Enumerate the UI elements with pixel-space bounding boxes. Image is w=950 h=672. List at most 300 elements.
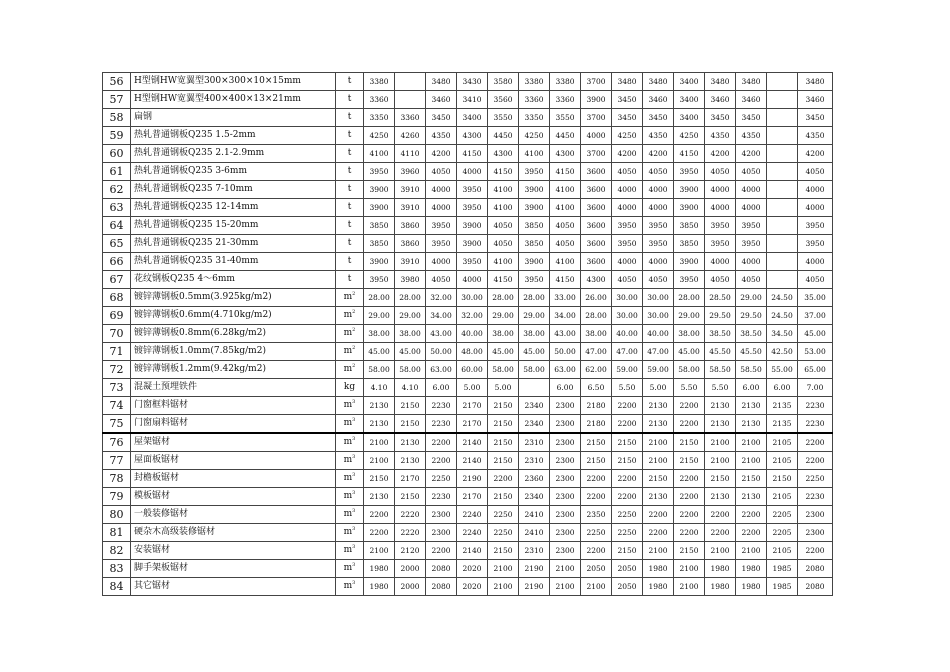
- price-cell: 2150: [612, 452, 643, 470]
- price-cell: 2100: [581, 578, 612, 596]
- unit-cell: [336, 433, 364, 452]
- price-cell: 2200: [643, 506, 674, 524]
- price-cell: 34.00: [426, 307, 457, 325]
- price-cell: 4000: [426, 199, 457, 217]
- price-cell: 7.00: [798, 379, 833, 397]
- price-cell: 5.50: [674, 379, 705, 397]
- price-cell: 2100: [705, 433, 736, 452]
- price-cell: 2130: [736, 488, 767, 506]
- table-row: [103, 343, 833, 361]
- table-row: [103, 217, 833, 235]
- unit-cell: [336, 578, 364, 596]
- table-row: [103, 235, 833, 253]
- price-cell: 6.50: [581, 379, 612, 397]
- unit-exponent: 3: [352, 562, 356, 568]
- price-cell: 4050: [550, 217, 581, 235]
- price-cell: 2230: [798, 488, 833, 506]
- price-cell: 2300: [426, 506, 457, 524]
- price-cell: 2150: [705, 470, 736, 488]
- price-cell: 3950: [643, 217, 674, 235]
- price-cell: [395, 91, 426, 109]
- price-cell: 1980: [364, 560, 395, 578]
- price-cell: 3850: [364, 235, 395, 253]
- price-cell: 2150: [488, 433, 519, 452]
- price-cell: 4150: [674, 145, 705, 163]
- price-cell: 2300: [550, 415, 581, 434]
- material-name: 门窗扇料锯材: [131, 415, 336, 434]
- price-cell: 4000: [798, 199, 833, 217]
- price-cell: 6.00: [767, 379, 798, 397]
- price-cell: 2340: [519, 397, 550, 415]
- row-number: 64: [103, 217, 131, 235]
- price-cell: 4300: [457, 127, 488, 145]
- price-cell: 4300: [488, 145, 519, 163]
- row-number: 68: [103, 289, 131, 307]
- price-cell: 29.00: [488, 307, 519, 325]
- price-cell: 3900: [364, 199, 395, 217]
- price-cell: 3380: [550, 73, 581, 91]
- table-row: [103, 452, 833, 470]
- unit-cell: [336, 542, 364, 560]
- price-cell: 3380: [519, 73, 550, 91]
- material-name: 热轧普通钢板Q235 1.5-2mm: [131, 127, 336, 145]
- price-cell: 3900: [519, 181, 550, 199]
- price-cell: 2150: [581, 452, 612, 470]
- unit-cell: [336, 452, 364, 470]
- unit-cell: t: [336, 109, 364, 127]
- price-cell: 2080: [426, 578, 457, 596]
- price-cell: 2200: [581, 470, 612, 488]
- price-cell: 4050: [705, 163, 736, 181]
- price-cell: 2080: [798, 578, 833, 596]
- unit-exponent: 3: [352, 399, 356, 405]
- price-cell: 2100: [488, 578, 519, 596]
- material-name: 屋架锯材: [131, 433, 336, 452]
- price-cell: 3460: [705, 91, 736, 109]
- price-cell: 3550: [488, 109, 519, 127]
- material-name: 门窗框料锯材: [131, 397, 336, 415]
- price-cell: 2150: [395, 415, 426, 434]
- unit-cell: [336, 307, 364, 325]
- price-cell: 3950: [798, 235, 833, 253]
- row-number: 78: [103, 470, 131, 488]
- price-cell: 4100: [488, 199, 519, 217]
- price-cell: 2250: [612, 524, 643, 542]
- unit-base: m: [343, 310, 353, 320]
- price-cell: 1980: [705, 578, 736, 596]
- unit-cell: t: [336, 181, 364, 199]
- price-cell: 2300: [426, 524, 457, 542]
- price-cell: 29.00: [519, 307, 550, 325]
- unit-cell: t: [336, 235, 364, 253]
- table-row: [103, 470, 833, 488]
- unit-cell: [336, 470, 364, 488]
- price-cell: 3450: [736, 109, 767, 127]
- price-cell: 4050: [736, 163, 767, 181]
- unit-exponent: 2: [352, 291, 356, 297]
- price-cell: 59.00: [612, 361, 643, 379]
- price-cell: 4000: [643, 253, 674, 271]
- price-cell: 2170: [457, 397, 488, 415]
- price-cell: 3450: [612, 109, 643, 127]
- price-cell: 3900: [674, 181, 705, 199]
- price-cell: 58.00: [674, 361, 705, 379]
- price-cell: 2100: [736, 542, 767, 560]
- unit-cell: [336, 524, 364, 542]
- price-cell: 2100: [550, 560, 581, 578]
- row-number: 60: [103, 145, 131, 163]
- price-cell: 58.00: [488, 361, 519, 379]
- price-cell: 4200: [736, 145, 767, 163]
- price-cell: 2140: [457, 542, 488, 560]
- price-cell: 2140: [457, 433, 488, 452]
- price-cell: 1980: [643, 560, 674, 578]
- row-number: 56: [103, 73, 131, 91]
- table-row: [103, 163, 833, 181]
- price-cell: 3410: [457, 91, 488, 109]
- price-cell: 34.50: [767, 325, 798, 343]
- price-cell: 3950: [643, 235, 674, 253]
- price-cell: 2130: [643, 488, 674, 506]
- price-cell: 2200: [426, 542, 457, 560]
- price-cell: 30.00: [643, 307, 674, 325]
- price-cell: 29.00: [364, 307, 395, 325]
- price-cell: 4100: [550, 181, 581, 199]
- price-cell: 43.00: [550, 325, 581, 343]
- material-name: H型钢HW宽翼型300×300×10×15mm: [131, 73, 336, 91]
- price-cell: 4.10: [364, 379, 395, 397]
- material-name: 热轧普通钢板Q235 7-10mm: [131, 181, 336, 199]
- price-cell: 2200: [364, 524, 395, 542]
- price-cell: 3910: [395, 253, 426, 271]
- table-row: [103, 578, 833, 596]
- price-cell: 3600: [581, 163, 612, 181]
- price-cell: 30.00: [612, 307, 643, 325]
- row-number: 58: [103, 109, 131, 127]
- price-cell: 4000: [457, 271, 488, 289]
- unit-exponent: 3: [352, 490, 356, 496]
- price-cell: 4100: [519, 145, 550, 163]
- unit-cell: [336, 397, 364, 415]
- price-cell: [519, 379, 550, 397]
- price-cell: 2020: [457, 560, 488, 578]
- price-cell: 3480: [736, 73, 767, 91]
- price-cell: 2100: [550, 578, 581, 596]
- price-cell: 4000: [643, 199, 674, 217]
- table-row: [103, 73, 833, 91]
- price-cell: 4250: [519, 127, 550, 145]
- price-cell: 4450: [550, 127, 581, 145]
- price-cell: 24.50: [767, 307, 798, 325]
- price-cell: 2150: [488, 542, 519, 560]
- price-cell: 3850: [519, 235, 550, 253]
- price-cell: 4300: [581, 271, 612, 289]
- price-cell: 4200: [612, 145, 643, 163]
- price-cell: 3460: [426, 91, 457, 109]
- price-cell: 32.00: [426, 289, 457, 307]
- table-row: [103, 145, 833, 163]
- price-cell: 2300: [550, 506, 581, 524]
- price-cell: 2200: [612, 488, 643, 506]
- price-cell: 29.00: [674, 307, 705, 325]
- price-cell: 53.00: [798, 343, 833, 361]
- material-name: 安装锯材: [131, 542, 336, 560]
- price-cell: 2150: [488, 488, 519, 506]
- price-cell: 35.00: [798, 289, 833, 307]
- price-cell: 3900: [364, 253, 395, 271]
- price-cell: 45.00: [674, 343, 705, 361]
- price-cell: 40.00: [643, 325, 674, 343]
- price-cell: 59.00: [643, 361, 674, 379]
- price-cell: 2310: [519, 452, 550, 470]
- unit-base: m: [343, 581, 353, 591]
- price-cell: 3400: [457, 109, 488, 127]
- price-cell: 4.10: [395, 379, 426, 397]
- price-cell: 4000: [457, 163, 488, 181]
- price-cell: 4100: [364, 145, 395, 163]
- price-cell: 4000: [612, 181, 643, 199]
- price-cell: 2240: [457, 506, 488, 524]
- price-cell: 2130: [705, 488, 736, 506]
- price-cell: 3900: [519, 253, 550, 271]
- price-cell: 4000: [798, 253, 833, 271]
- price-cell: 2130: [705, 397, 736, 415]
- price-cell: 4050: [612, 271, 643, 289]
- unit-exponent: 3: [352, 417, 356, 423]
- price-cell: 4050: [643, 271, 674, 289]
- price-cell: 3950: [612, 217, 643, 235]
- unit-cell: t: [336, 253, 364, 271]
- price-cell: 29.50: [736, 307, 767, 325]
- price-cell: 30.00: [612, 289, 643, 307]
- price-cell: 2300: [798, 524, 833, 542]
- unit-exponent: 2: [352, 363, 356, 369]
- table-row: [103, 325, 833, 343]
- price-cell: 2135: [767, 415, 798, 434]
- price-cell: 4050: [426, 271, 457, 289]
- price-cell: 2150: [767, 470, 798, 488]
- price-cell: 48.00: [457, 343, 488, 361]
- price-cell: 2250: [488, 506, 519, 524]
- price-cell: 2200: [612, 470, 643, 488]
- price-cell: 4150: [550, 163, 581, 181]
- price-cell: 2000: [395, 560, 426, 578]
- price-cell: 2250: [798, 470, 833, 488]
- price-cell: 6.00: [550, 379, 581, 397]
- price-cell: 4100: [550, 253, 581, 271]
- price-cell: 2080: [798, 560, 833, 578]
- price-cell: 2200: [705, 524, 736, 542]
- unit-base: m: [343, 400, 353, 410]
- price-cell: [767, 163, 798, 181]
- price-cell: 4050: [736, 271, 767, 289]
- price-cell: 2050: [581, 560, 612, 578]
- price-cell: 2105: [767, 488, 798, 506]
- price-cell: 2310: [519, 542, 550, 560]
- price-cell: 4250: [364, 127, 395, 145]
- price-cell: 3450: [643, 109, 674, 127]
- price-cell: 3900: [674, 253, 705, 271]
- unit-cell: [336, 488, 364, 506]
- row-number: 74: [103, 397, 131, 415]
- price-cell: 2310: [519, 433, 550, 452]
- price-cell: 3350: [519, 109, 550, 127]
- unit-cell: [336, 289, 364, 307]
- price-cell: 2200: [736, 506, 767, 524]
- price-cell: 2350: [581, 506, 612, 524]
- unit-cell: t: [336, 127, 364, 145]
- price-cell: [767, 271, 798, 289]
- row-number: 57: [103, 91, 131, 109]
- unit-exponent: 3: [352, 436, 356, 442]
- row-number: 84: [103, 578, 131, 596]
- table-row: [103, 307, 833, 325]
- price-cell: 2230: [426, 488, 457, 506]
- price-cell: 2100: [364, 452, 395, 470]
- price-cell: 2130: [705, 415, 736, 434]
- price-cell: 34.00: [550, 307, 581, 325]
- price-cell: 3480: [643, 73, 674, 91]
- row-number: 61: [103, 163, 131, 181]
- price-cell: 4350: [643, 127, 674, 145]
- price-cell: 2170: [395, 470, 426, 488]
- price-cell: 1980: [643, 578, 674, 596]
- material-name: 热轧普通钢板Q235 31-40mm: [131, 253, 336, 271]
- price-cell: 2230: [798, 397, 833, 415]
- price-cell: 3700: [581, 73, 612, 91]
- price-cell: 28.00: [395, 289, 426, 307]
- price-cell: 2130: [395, 452, 426, 470]
- table-row: [103, 127, 833, 145]
- price-cell: 2340: [519, 415, 550, 434]
- unit-base: m: [343, 437, 353, 447]
- price-cell: 55.00: [767, 361, 798, 379]
- price-cell: 1980: [736, 578, 767, 596]
- price-cell: 2080: [426, 560, 457, 578]
- price-cell: 3360: [395, 109, 426, 127]
- unit-base: m: [343, 364, 353, 374]
- price-cell: 40.00: [457, 325, 488, 343]
- price-cell: 50.00: [426, 343, 457, 361]
- price-cell: 2120: [395, 542, 426, 560]
- unit-base: m: [343, 473, 353, 483]
- price-cell: 58.00: [519, 361, 550, 379]
- price-cell: 65.00: [798, 361, 833, 379]
- price-cell: 3860: [395, 217, 426, 235]
- unit-cell: [336, 343, 364, 361]
- price-cell: 1980: [364, 578, 395, 596]
- price-cell: 28.50: [705, 289, 736, 307]
- price-cell: 3360: [550, 91, 581, 109]
- price-cell: 5.00: [457, 379, 488, 397]
- price-cell: 2050: [612, 578, 643, 596]
- price-cell: 3600: [581, 217, 612, 235]
- price-cell: 2150: [612, 542, 643, 560]
- price-cell: 2190: [519, 560, 550, 578]
- unit-base: m: [343, 328, 353, 338]
- price-cell: 6.00: [736, 379, 767, 397]
- material-name: 一般装修锯材: [131, 506, 336, 524]
- price-cell: 2200: [798, 542, 833, 560]
- price-cell: 43.00: [426, 325, 457, 343]
- material-name: 镀锌薄钢板0.8mm(6.28kg/m2): [131, 325, 336, 343]
- price-cell: 3900: [364, 181, 395, 199]
- material-name: 镀锌薄钢板0.5mm(3.925kg/m2): [131, 289, 336, 307]
- material-name: 热轧普通钢板Q235 12-14mm: [131, 199, 336, 217]
- price-cell: 2150: [581, 433, 612, 452]
- price-cell: 3950: [674, 271, 705, 289]
- price-cell: 2100: [364, 542, 395, 560]
- price-cell: 2200: [798, 433, 833, 452]
- price-cell: [767, 109, 798, 127]
- price-cell: 63.00: [550, 361, 581, 379]
- price-cell: 3700: [581, 145, 612, 163]
- row-number: 80: [103, 506, 131, 524]
- price-cell: 2200: [426, 452, 457, 470]
- price-cell: 3560: [488, 91, 519, 109]
- price-cell: 2300: [550, 542, 581, 560]
- price-cell: 2200: [612, 397, 643, 415]
- unit-exponent: 3: [352, 508, 356, 514]
- unit-exponent: 2: [352, 327, 356, 333]
- price-cell: 3900: [457, 217, 488, 235]
- price-cell: 2250: [612, 506, 643, 524]
- price-cell: 4200: [426, 145, 457, 163]
- price-cell: 2240: [457, 524, 488, 542]
- price-cell: 24.50: [767, 289, 798, 307]
- price-cell: 5.00: [488, 379, 519, 397]
- price-cell: 2200: [736, 524, 767, 542]
- unit-cell: t: [336, 199, 364, 217]
- price-cell: 4000: [612, 253, 643, 271]
- price-cell: 4450: [488, 127, 519, 145]
- price-cell: 38.00: [581, 325, 612, 343]
- unit-cell: t: [336, 91, 364, 109]
- table-row: [103, 560, 833, 578]
- price-cell: 30.00: [457, 289, 488, 307]
- price-cell: 4350: [798, 127, 833, 145]
- price-cell: 2410: [519, 524, 550, 542]
- price-cell: 2410: [519, 506, 550, 524]
- material-name: 扁钢: [131, 109, 336, 127]
- price-cell: 4000: [736, 181, 767, 199]
- price-cell: 37.00: [798, 307, 833, 325]
- price-cell: 4000: [798, 181, 833, 199]
- price-cell: 2200: [674, 488, 705, 506]
- row-number: 83: [103, 560, 131, 578]
- row-number: 82: [103, 542, 131, 560]
- table-row: [103, 199, 833, 217]
- unit-exponent: 3: [352, 544, 356, 550]
- price-cell: 2050: [612, 560, 643, 578]
- unit-cell: [336, 560, 364, 578]
- price-cell: 4000: [705, 199, 736, 217]
- price-cell: 28.00: [674, 289, 705, 307]
- price-cell: 4200: [643, 145, 674, 163]
- price-cell: [767, 181, 798, 199]
- price-cell: 2200: [488, 470, 519, 488]
- price-cell: 3950: [705, 217, 736, 235]
- price-cell: 38.00: [674, 325, 705, 343]
- price-cell: 2105: [767, 542, 798, 560]
- price-cell: 2130: [643, 397, 674, 415]
- price-cell: 3460: [643, 91, 674, 109]
- price-cell: 2100: [674, 578, 705, 596]
- price-cell: 2150: [488, 397, 519, 415]
- row-number: 73: [103, 379, 131, 397]
- unit-exponent: 2: [352, 345, 356, 351]
- price-cell: 3900: [581, 91, 612, 109]
